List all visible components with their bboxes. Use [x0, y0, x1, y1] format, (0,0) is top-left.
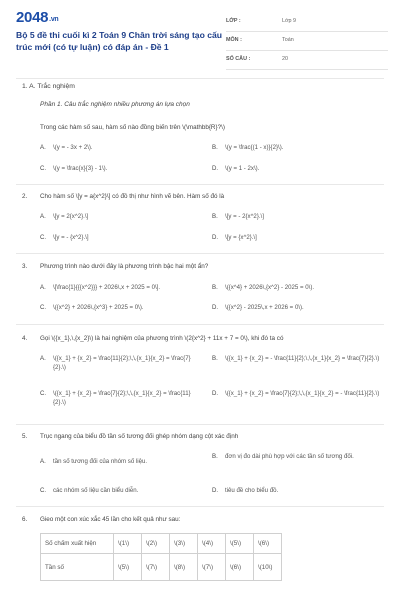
table-header-cell: Số chấm xuất hiện: [41, 534, 114, 554]
table-cell: \(6\): [254, 534, 282, 554]
option-label: C.: [40, 304, 47, 311]
divider: [16, 78, 384, 79]
option-text: \({x^2} + 2026\,{x^3} + 2025 = 0\).: [53, 304, 144, 311]
document-title: Bộ 5 đề thi cuối kì 2 Toán 9 Chân trời sáng tạo cấu trúc mới (có tự luận) có đáp án - Đề 1: [16, 30, 223, 52]
table-cell: \(2\): [142, 534, 170, 554]
table-cell: \(7\): [198, 554, 226, 581]
option-text: \({x_1} + {x_2} = \frac{11}{2};\,\,{x_1}{x_2} = \frac{7}{2}.\): [53, 355, 191, 371]
option-text: tần số tương đối của nhóm số liệu.: [53, 458, 148, 465]
table-header-cell: Tần số: [41, 554, 114, 581]
table-cell: \(1\): [114, 534, 142, 554]
option-text: \(y = 1 - 2x\).: [225, 165, 260, 172]
option-text: \[y = - 2{x^2}.\]: [225, 213, 264, 220]
option-text: \({x_1} + {x_2} = \frac{7}{2};\,\,{x_1}{x_2} = - \frac{11}{2}.\): [225, 390, 380, 397]
question-number: 6.: [22, 516, 28, 523]
page-header: [0, 0, 400, 72]
question-number: 2.: [22, 193, 28, 200]
divider: [16, 424, 384, 425]
option-label: C.: [40, 487, 47, 494]
question-text: Gọi \({x_1},\,{x_2}\) là hai nghiệm của phương trình \(2{x^2} + 11x + 7 = 0\), khi đó ta có: [40, 335, 284, 342]
table-cell: \(8\): [170, 554, 198, 581]
option-label: D.: [212, 390, 219, 397]
meta-row-class: [226, 13, 388, 32]
meta-value: Lớp 9: [282, 18, 297, 24]
question-text: Phương trình nào dưới đây là phương trình bậc hai một ẩn?: [40, 263, 209, 270]
question-number: 4.: [22, 335, 28, 342]
logo-main: 2048: [16, 9, 49, 26]
table-cell: \(5\): [226, 534, 254, 554]
option-label: B.: [212, 144, 218, 151]
divider: [16, 506, 384, 507]
option-label: C.: [40, 165, 47, 172]
table-cell: \(6\): [226, 554, 254, 581]
frequency-table: [40, 533, 282, 581]
question-number: 3.: [22, 263, 28, 270]
question-text: Trong các hàm số sau, hàm số nào đồng biến trên \(\mathbb{R}?\): [40, 124, 225, 131]
option-text: \(y = \frac{(1 - x)}{2}\).: [225, 144, 284, 151]
option-text: \[y = {x^2}.\]: [225, 234, 257, 241]
option-label: A.: [40, 213, 46, 220]
question-number: 5.: [22, 433, 28, 440]
meta-value: Toán: [282, 37, 294, 43]
meta-row-count: [226, 51, 388, 70]
divider: [16, 253, 384, 254]
question-text: Trục ngang của biểu đồ tần số tương đối ghép nhóm dạng cột xác định: [40, 433, 239, 440]
logo-sub: .vn: [49, 16, 59, 23]
option-text: tiêu đề cho biểu đồ.: [225, 487, 279, 494]
meta-key: MÔN :: [226, 37, 242, 43]
table-cell: \(5\): [114, 554, 142, 581]
table-row: [41, 534, 282, 554]
meta-info: [226, 13, 388, 70]
option-label: B.: [212, 355, 218, 362]
table-cell: \(3\): [170, 534, 198, 554]
divider: [16, 184, 384, 185]
section-heading: 1. A. Trắc nghiệm: [22, 83, 75, 90]
meta-value: 20: [282, 56, 288, 62]
option-text: \[y = - {x^2}.\]: [53, 234, 89, 241]
option-text: \(y = - 3x + 2\).: [53, 144, 93, 151]
table-cell: \(7\): [142, 554, 170, 581]
meta-row-subject: [226, 32, 388, 51]
option-label: D.: [212, 304, 219, 311]
meta-key: LỚP :: [226, 18, 241, 24]
meta-key: SỐ CÂU :: [226, 56, 251, 62]
option-text: \({x_1} + {x_2} = \frac{7}{2};\,\,{x_1}{x_2} = \frac{11}{2}.\): [53, 390, 191, 406]
table-cell: \(10\): [254, 554, 282, 581]
option-text: \({x^4} + 2026\,{x^2} - 2025 = 0\).: [225, 284, 315, 291]
option-text: \[\frac{1}{{{x^2}}} + 2026\,x + 2025 = 0\].: [53, 284, 161, 291]
divider: [16, 324, 384, 325]
option-label: A.: [40, 458, 46, 465]
option-label: A.: [40, 144, 46, 151]
option-text: \(y = \frac{x}{3} - 1\).: [53, 165, 108, 172]
option-label: C.: [40, 390, 47, 397]
option-text: \[y = 2{x^2}.\]: [53, 213, 89, 220]
option-text: \({x^2} - 2025\,x + 2026 = 0\).: [225, 304, 304, 311]
site-logo[interactable]: [16, 9, 58, 26]
option-label: B.: [212, 213, 218, 220]
option-label: C.: [40, 234, 47, 241]
option-text: đơn vị đo dài phù hợp với các tần số tương đối.: [225, 453, 354, 460]
option-label: D.: [212, 487, 219, 494]
option-label: B.: [212, 284, 218, 291]
option-label: D.: [212, 165, 219, 172]
question-text: Cho hàm số \[y = a{x^2}\] có đồ thị như hình vẽ bên. Hàm số đó là: [40, 193, 225, 200]
option-label: A.: [40, 355, 46, 362]
option-label: B.: [212, 453, 218, 460]
table-row: [41, 554, 282, 581]
question-text: Gieo một con xúc xắc 45 lần cho kết quả như sau:: [40, 516, 181, 523]
option-label: D.: [212, 234, 219, 241]
option-label: A.: [40, 284, 46, 291]
option-text: \({x_1} + {x_2} = - \frac{11}{2};\,\,{x_1}{x_2} = \frac{7}{2}.\): [225, 355, 380, 362]
part-heading: Phần 1. Câu trắc nghiệm nhiều phương án lựa chọn: [40, 101, 190, 108]
option-text: các nhóm số liệu cần biểu diễn.: [53, 487, 139, 494]
table-cell: \(4\): [198, 534, 226, 554]
